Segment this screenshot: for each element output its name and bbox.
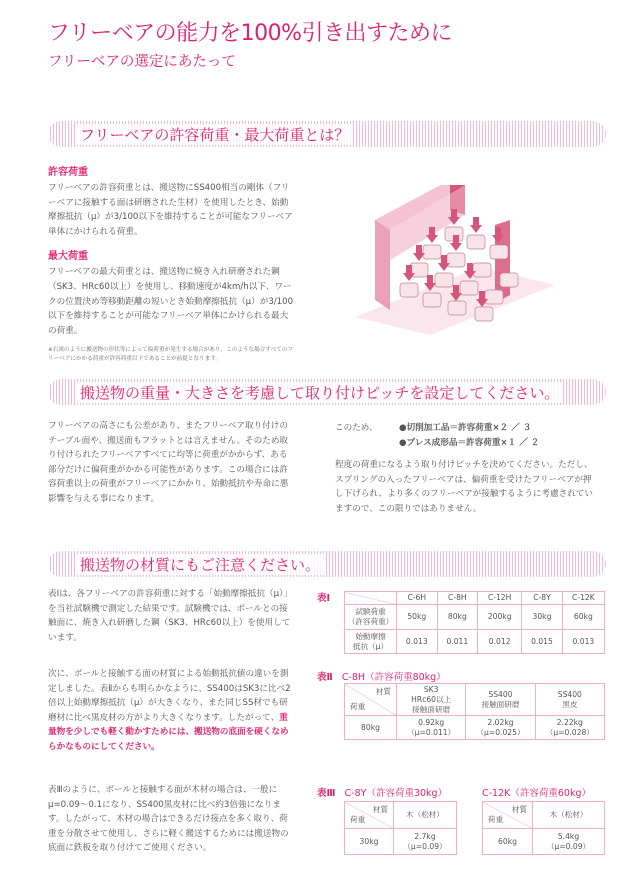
table-cell: 60kg	[562, 605, 604, 630]
material-text-plain: 次に、ボールと接触する面の材質による始動抵抗値の違いを測定しました。表Ⅱからも明らかなように、SS400はSK3に比べ2倍以上始動摩擦抵抗（μ）が大きくなり、また同じSS材でも研磨材に比べ黒皮材の方がより大きくなります。したがって、	[48, 669, 291, 723]
table-cell: 50kg	[397, 605, 438, 630]
table3a-title: C-8Y（許容荷重30kg）	[344, 788, 448, 799]
section-banner-material	[48, 551, 606, 577]
row-header: 80kg	[345, 716, 397, 740]
table-cell: 200kg	[478, 605, 522, 630]
allowable-load-heading: 許容荷重	[48, 167, 88, 178]
material-text-3: 表Ⅲのように、ボールと接触する面が木材の場合は、一般にμ=0.09～0.1になり、SS400黒皮材に比べ約3倍強になります。したがって、木材の場合はできるだけ接点を多く取り、荷重を分散させて使用し、さらに軽く搬送するためには搬送物の底面に鉄板を取り付けてご使用ください。	[48, 785, 289, 854]
section-banner-pitch	[48, 379, 606, 405]
table3-label: 表Ⅲ C-8Y（許容荷重30kg）	[317, 788, 448, 799]
column-header: C-12H	[478, 592, 522, 605]
table-cell: 80kg	[437, 605, 478, 630]
material-text-emphasis: 重量物を少しでも軽く動かすためには、搬送物の底面を硬くなめらかなものにしてください。	[48, 712, 289, 752]
table-cell: 2.7kg （μ=0.09）	[394, 829, 457, 855]
column-header: SK3 HRc60以上 接触面研磨	[397, 684, 466, 716]
table-cell: 2.22kg （μ=0.028）	[535, 716, 604, 740]
formula-list	[399, 421, 539, 450]
table-cell: 0.92kg （μ=0.011）	[397, 716, 466, 740]
table-cell: 0.015	[522, 630, 563, 654]
row-header: 始動摩擦 抵抗（μ）	[345, 630, 397, 654]
column-header: C-12K	[562, 592, 604, 605]
section-heading: 搬送物の重量・大きさを考慮して取り付けピッチを設定してください。	[76, 382, 563, 403]
section-heading: 搬送物の材質にもご注意ください。	[76, 554, 324, 575]
section-heading: フリーベアの許容荷重・最大荷重とは？	[76, 124, 353, 145]
table-cell: 0.012	[478, 630, 522, 654]
column-header: 木（松材）	[533, 802, 605, 829]
pitch-text-right: 程度の荷重になるよう取り付けピッチを決めてください。ただし、スプリングの入ったフリーベアは、偏荷重を受けたフリーベアが押し下げられ、より多くのフリーベアが接触するように考慮されていますので、この限りではありません。	[335, 460, 593, 514]
material-text-2	[48, 667, 293, 755]
friction-table-2: 材質 荷重 SK3 HRc60以上 接触面研磨 SS400 接触面研磨 SS400 黒皮 80kg 0.92kg （μ=0.011） 2.02kg （μ=0.025） 2.22kg （μ=0.028）	[344, 683, 605, 740]
column-header: SS400 接触面研磨	[466, 684, 535, 716]
pitch-right-column	[335, 421, 597, 517]
table1-label: 表Ⅰ	[317, 593, 331, 604]
free-bear-load-illustration	[355, 185, 555, 335]
table-cell: 0.013	[562, 630, 604, 654]
friction-table-3a: 材質 荷重 木（松材） 30kg 2.7kg （μ=0.09）	[344, 801, 457, 855]
formula-pressed: ●プレス成形品＝許容荷重×１ ／ ２	[399, 437, 540, 448]
footnote: ※右図のように搬送物の形状等によって偏荷重が発生する場合があり、このような場合すべてのフリーベアにかかる荷重が許容荷重以下であることが前提となります。	[48, 347, 294, 363]
table2-title: C-8H（許容荷重80kg）	[341, 672, 446, 683]
max-load-heading: 最大荷重	[48, 251, 88, 263]
table-cell: 5.4kg （μ=0.09）	[533, 829, 605, 855]
column-header: C-8H	[437, 592, 478, 605]
table-cell: 0.013	[397, 630, 438, 654]
table-cell: 0.011	[437, 630, 478, 654]
material-text-1: 表Ⅰは、各フリーベアの許容荷重に対する「始動摩擦抵抗（μ）」を当社試験機で測定した結果です。試験機では、ボールとの接触面に、焼き入れ研磨した鋼（SK3、HRc60以上）を使用しています。	[48, 589, 292, 643]
page-subtitle: フリーベアの選定にあたって	[48, 54, 236, 70]
allowable-load-text: フリーベアの許容荷重とは、搬送物にSS400相当の剛体（フリーベアに接触する面は研磨された生材）を使用したとき、始動摩擦抵抗（μ）が3/100以下を維持することが可能なフリーベア単体にかけられる荷重。	[48, 183, 293, 237]
formula-machined: ●切削加工品＝許容荷重×２ ／ ３	[399, 423, 532, 433]
section-banner-load	[48, 121, 606, 147]
row-header: 試験荷重 （許容荷重）	[345, 605, 397, 630]
column-header: C-8Y	[522, 592, 563, 605]
column-header: C-6H	[397, 592, 438, 605]
table-cell: 2.02kg （μ=0.025）	[466, 716, 535, 740]
row-header: 30kg	[345, 829, 394, 855]
column-header: 木（松材）	[394, 802, 457, 829]
load-definitions-column	[48, 163, 296, 364]
table2-label: 表Ⅱ C-8H（許容荷重80kg）	[317, 672, 446, 683]
table-cell: 30kg	[522, 605, 563, 630]
row-header: 60kg	[483, 829, 533, 855]
table3b-title: C-12K（許容荷重60kg）	[482, 788, 591, 799]
formula-block	[335, 421, 597, 450]
friction-table-3b: 材質 荷重 木（松材） 60kg 5.4kg （μ=0.09）	[482, 801, 605, 855]
page-title: フリーベアの能力を100%引き出すために	[48, 21, 453, 46]
max-load-text: フリーベアの最大荷重とは、搬送物に焼き入れ研磨された鋼（SK3、HRc60以上）を使用し、移動速度が4km/h以下、ワークの位置決め等移動距離の短いとき始動摩擦抵抗（μ）が3/100以下を維持することが可能なフリーベア単体にかけられる最大の荷重。	[48, 267, 294, 336]
column-header: SS400 黒皮	[535, 684, 604, 716]
pitch-lead: このため、	[335, 423, 378, 433]
pitch-text-left: フリーベアの高さにも公差があり、またフリーベア取り付けのテーブル面や、搬送面もフラットとは言えません。そのため取り付けられたフリーベアすべてに均等に荷重がかからず、ある部分だけに偏荷重がかかる可能性があります。この場合には許容荷重以上の荷重がフリーベアにかかり、始動抵抗や寿命に悪影響を与える事になります。	[48, 421, 289, 504]
friction-table-1	[344, 591, 605, 654]
